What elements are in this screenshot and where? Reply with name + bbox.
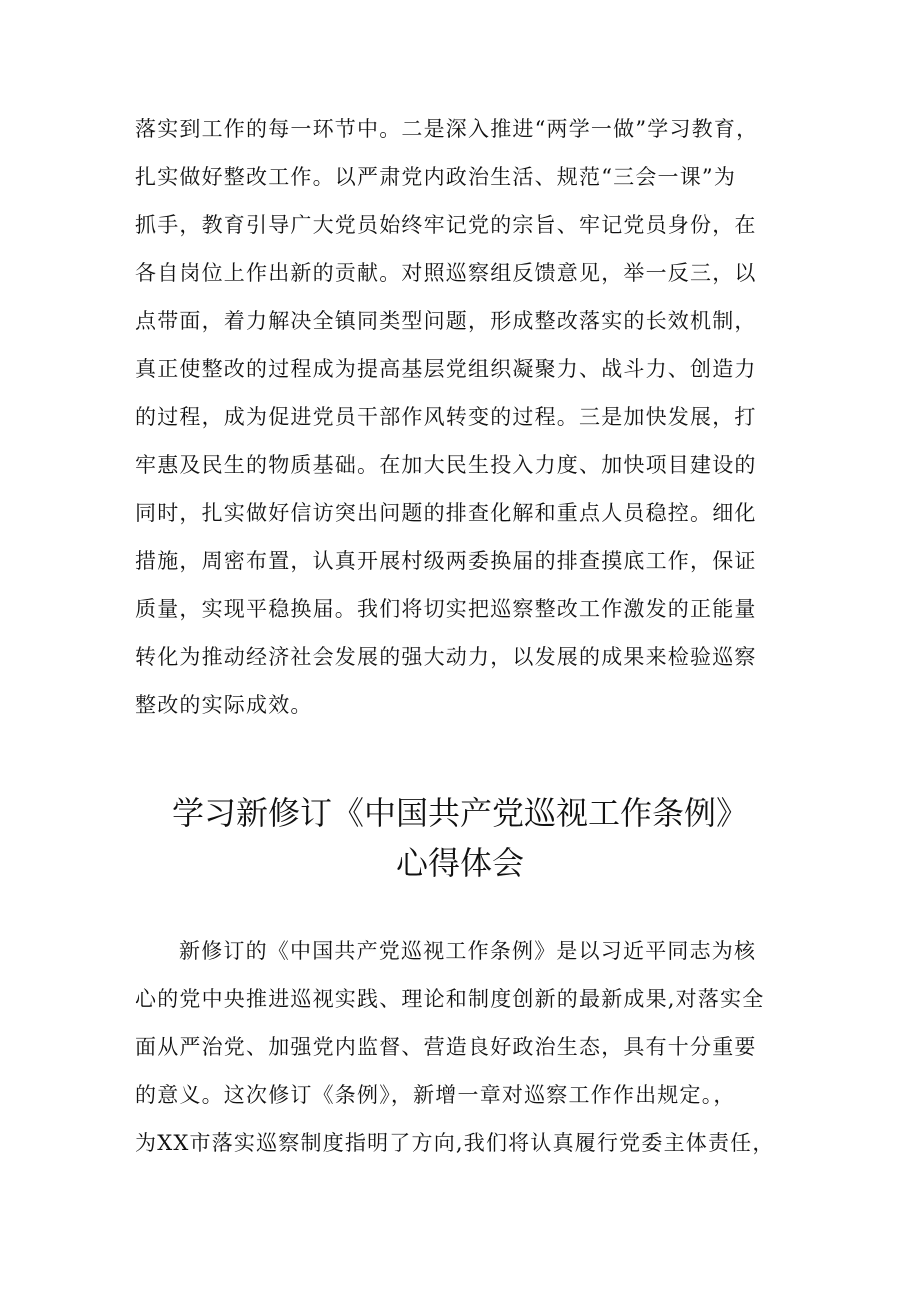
body-paragraph-2 [135,927,795,1167]
article-title-line-1: 学习新修订《中国共产党巡视工作条例》 [171,794,748,832]
paragraph-line: 扎实做好整改工作。以严肃党内政治生活、规范“三会一课”为 [135,165,737,189]
paragraph-line: 各自岗位上作出新的贡献。对照巡察组反馈意见，举一反三，以 [135,261,757,285]
paragraph-line: 的过程，成为促进党员干部作风转变的过程。三是加快发展，打 [135,405,757,429]
paragraph-line: 整改的实际成效。 [135,693,313,717]
paragraph-line: 落实到工作的每一环节中。二是深入推进“两学一做”学习教育， [135,117,759,141]
paragraph-line: 牢惠及民生的物质基础。在加大民生投入力度、加快项目建设的 [135,453,757,477]
paragraph-line: 的意义。这次修订《条例》，新增一章对巡察工作作出规定。， [135,1083,736,1107]
paragraph-line: 抓手，教育引导广大党员始终牢记党的宗旨、牢记党员身份，在 [135,213,757,237]
paragraph-line: 真正使整改的过程成为提高基层党组织凝聚力、战斗力、创造力 [135,357,757,381]
paragraph-line: 转化为推动经济社会发展的强大动力，以发展的成果来检验巡察 [135,645,757,669]
paragraph-line: 点带面，着力解决全镇同类型问题，形成整改落实的长效机制， [135,309,757,333]
article-title-line-2: 心得体会 [395,844,524,882]
paragraph-line: 同时，扎实做好信访突出问题的排查化解和重点人员稳控。细化 [135,501,757,525]
paragraph-line: 质量，实现平稳换届。我们将切实把巡察整改工作激发的正能量 [135,597,757,621]
paragraph-line: 措施，周密布置，认真开展村级两委换届的排查摸底工作，保证 [135,549,757,573]
paragraph-line: 为XX市落实巡察制度指明了方向,我们将认真履行党委主体责任， [135,1131,775,1155]
paragraph-line: 新修订的《中国共产党巡视工作条例》是以习近平同志为核 [179,939,757,963]
paragraph-line: 面从严治党、加强党内监督、营造良好政治生态，具有十分重要 [135,1035,757,1059]
body-paragraph-1 [135,105,795,729]
paragraph-line: 心的党中央推进巡视实践、理论和制度创新的最新成果,对落实全 [135,987,765,1011]
